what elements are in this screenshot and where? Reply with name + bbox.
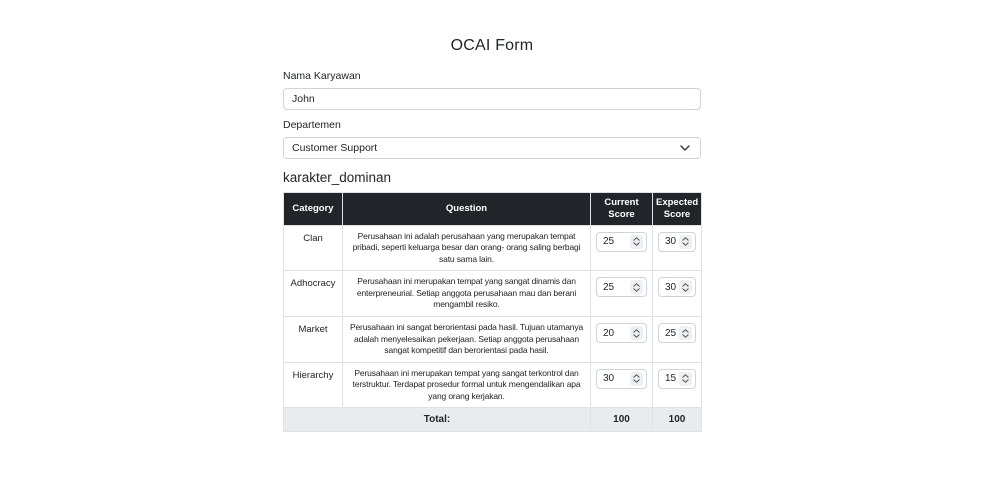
question-cell: Perusahaan ini merupakan tempat yang sangat terkontrol dan terstruktur. Terdapat prosedur formal untuk mengendalikan apa yang orang kerjakan. bbox=[343, 362, 591, 408]
ocai-form-page bbox=[283, 37, 701, 432]
name-input-value: John bbox=[292, 93, 315, 105]
department-select-value: Customer Support bbox=[292, 142, 378, 154]
current-score-input[interactable]: 25 bbox=[596, 232, 647, 252]
category-cell: Market bbox=[284, 317, 343, 363]
number-spinner-icon[interactable] bbox=[679, 235, 692, 249]
page-title: OCAI Form bbox=[450, 37, 534, 54]
department-select[interactable] bbox=[283, 137, 701, 159]
table-body bbox=[284, 225, 702, 408]
total-expected-score: 100 bbox=[653, 408, 702, 432]
section-heading: karakter_dominan bbox=[283, 170, 392, 185]
expected-score-input[interactable]: 15 bbox=[658, 369, 696, 389]
category-cell: Hierarchy bbox=[284, 362, 343, 408]
expected-score-input[interactable]: 30 bbox=[658, 277, 696, 297]
total-current-score: 100 bbox=[591, 408, 653, 432]
number-spinner-icon[interactable] bbox=[630, 326, 643, 340]
number-spinner-icon[interactable] bbox=[630, 372, 643, 386]
header-question: Question bbox=[343, 193, 591, 226]
total-row bbox=[284, 408, 702, 432]
current-score-input[interactable]: 20 bbox=[596, 323, 647, 343]
table-header-row bbox=[284, 193, 702, 226]
question-cell: Perusahaan ini sangat berorientasi pada hasil. Tujuan utamanya adalah menyelesaikan pekerjaan. Setiap anggota perusahaan sangat kompetitif dan berorientasi pada hasil. bbox=[343, 317, 591, 363]
number-spinner-icon[interactable] bbox=[679, 326, 692, 340]
number-spinner-icon[interactable] bbox=[679, 372, 692, 386]
number-spinner-icon[interactable] bbox=[679, 280, 692, 294]
table-row bbox=[284, 362, 702, 408]
header-current-score: Current Score bbox=[591, 193, 653, 226]
total-label: Total: bbox=[284, 408, 591, 432]
name-input[interactable] bbox=[283, 88, 701, 110]
name-label: Nama Karyawan bbox=[283, 70, 361, 82]
ocai-score-table bbox=[283, 192, 702, 432]
current-score-input[interactable]: 30 bbox=[596, 369, 647, 389]
current-score-input[interactable]: 25 bbox=[596, 277, 647, 297]
expected-score-input[interactable]: 30 bbox=[658, 232, 696, 252]
number-spinner-icon[interactable] bbox=[630, 235, 643, 249]
chevron-down-icon bbox=[680, 145, 690, 151]
expected-score-input[interactable]: 25 bbox=[658, 323, 696, 343]
question-cell: Perusahaan ini adalah perusahaan yang merupakan tempat pribadi, seperti keluarga besar dan orang- orang saling berbagi satu sama lain. bbox=[343, 225, 591, 271]
header-expected-score: Expected Score bbox=[653, 193, 702, 226]
category-cell: Clan bbox=[284, 225, 343, 271]
department-label: Departemen bbox=[283, 119, 341, 131]
question-cell: Perusahaan ini merupakan tempat yang sangat dinamis dan enterpreneurial. Setiap anggota perusahaan mau dan berani mengambil resiko. bbox=[343, 271, 591, 317]
table-row bbox=[284, 225, 702, 271]
table-row bbox=[284, 271, 702, 317]
header-category: Category bbox=[284, 193, 343, 226]
table-row bbox=[284, 317, 702, 363]
category-cell: Adhocracy bbox=[284, 271, 343, 317]
number-spinner-icon[interactable] bbox=[630, 280, 643, 294]
